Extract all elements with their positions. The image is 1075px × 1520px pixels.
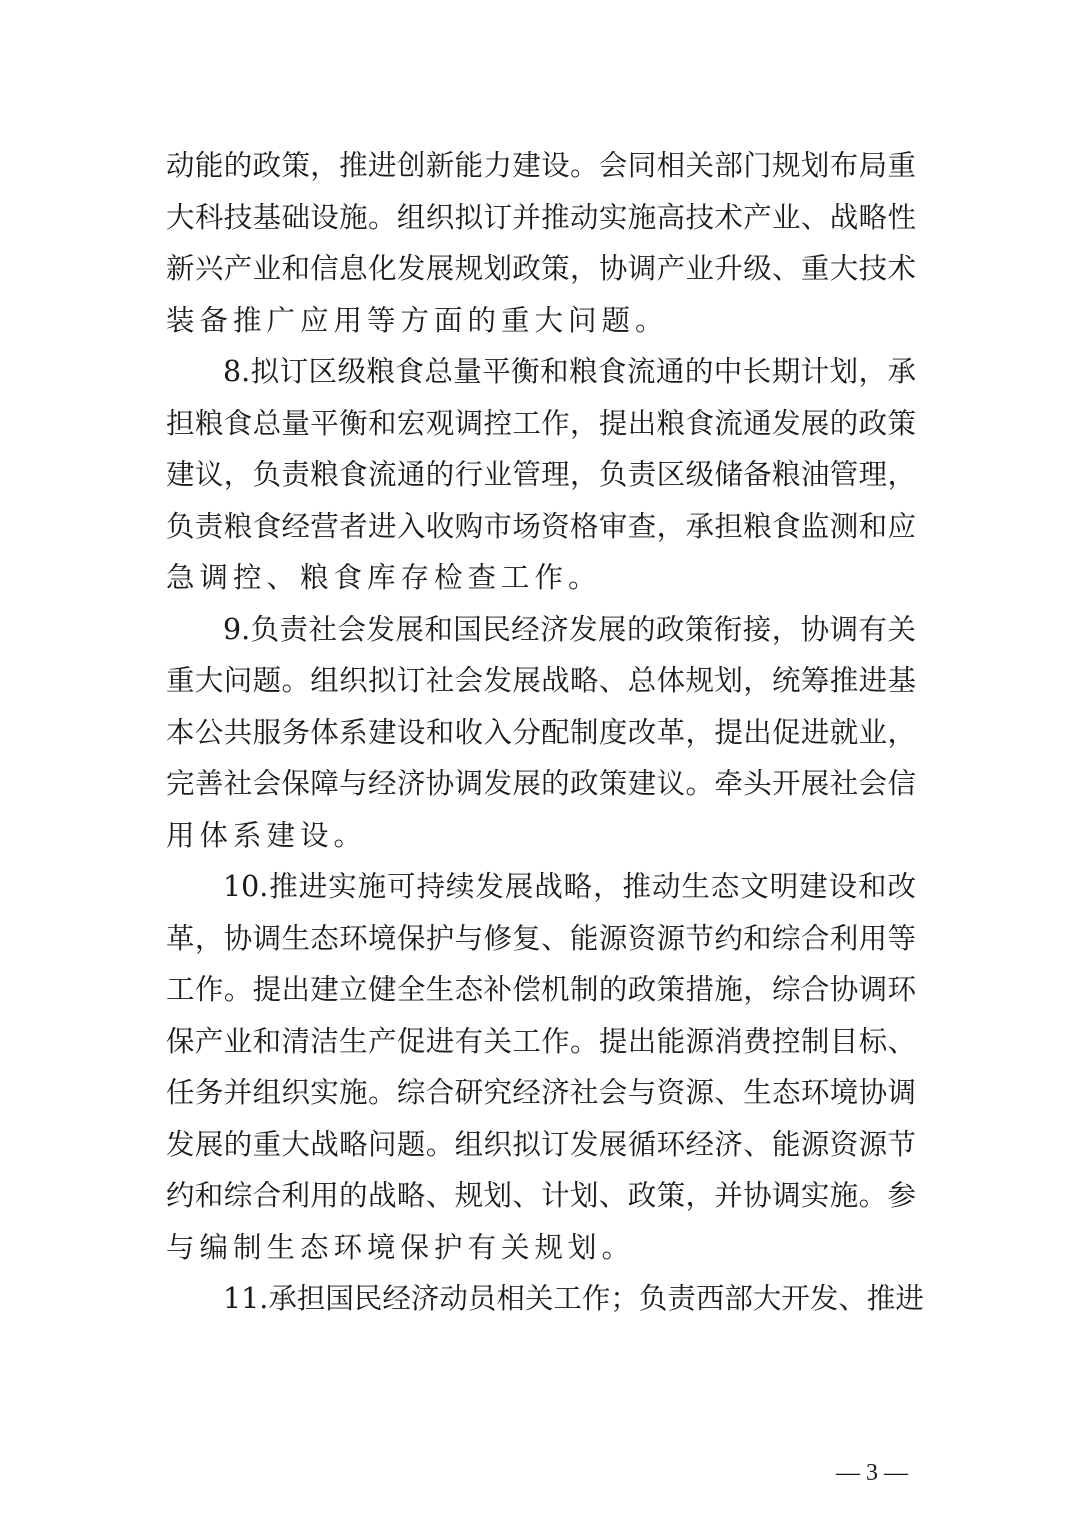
text-line: 担粮食总量平衡和宏观调控工作，提出粮食流通发展的政策 — [166, 406, 916, 440]
text-line: 约和综合利用的战略、规划、计划、政策，并协调实施。参 — [166, 1179, 916, 1212]
text-line: 大科技基础设施。组织拟订并推动实施高技术产业、战略性 — [166, 200, 916, 234]
page-number: — 3 — — [836, 1460, 908, 1486]
paragraph-item-8: 8.拟订区级粮食总量平衡和粮食流通的中长期计划，承 — [223, 355, 916, 388]
text-line: 保产业和清洁生产促进有关工作。提出能源消费控制目标、 — [166, 1024, 916, 1058]
text-line: 任务并组织实施。综合研究经济社会与资源、生态环境协调 — [166, 1076, 916, 1109]
text-line: 装备推广应用等方面的重大问题。 — [166, 303, 669, 337]
text-line: 建议，负责粮食流通的行业管理，负责区级储备粮油管理， — [166, 458, 916, 491]
text-line: 本公共服务体系建设和收入分配制度改革，提出促进就业， — [166, 715, 916, 749]
text-line: 动能的政策，推进创新能力建设。会同相关部门规划布局重 — [166, 149, 916, 182]
paragraph-item-9: 9.负责社会发展和国民经济发展的政策衔接，协调有关 — [223, 612, 916, 646]
text-line: 急调控、粮食库存检查工作。 — [166, 561, 602, 594]
text-line: 用体系建设。 — [166, 818, 368, 852]
text-line: 负责粮食经营者进入收购市场资格审查，承担粮食监测和应 — [166, 509, 916, 543]
text-line: 革，协调生态环境保护与修复、能源资源节约和综合利用等 — [166, 921, 916, 955]
text-line: 与编制生态环境保护有关规划。 — [166, 1230, 636, 1264]
text-line: 工作。提出建立健全生态补偿机制的政策措施，综合协调环 — [166, 973, 916, 1006]
body-text — [166, 140, 924, 1325]
paragraph-item-11: 11.承担国民经济动员相关工作；负责西部大开发、推进 — [223, 1282, 924, 1315]
text-line: 重大问题。组织拟订社会发展战略、总体规划，统筹推进基 — [166, 664, 916, 697]
text-line: 新兴产业和信息化发展规划政策，协调产业升级、重大技术 — [166, 252, 916, 285]
text-line: 发展的重大战略问题。组织拟订发展循环经济、能源资源节 — [166, 1127, 916, 1161]
paragraph-item-10: 10.推进实施可持续发展战略，推动生态文明建设和改 — [223, 870, 916, 903]
text-line: 完善社会保障与经济协调发展的政策建议。牵头开展社会信 — [166, 767, 916, 800]
